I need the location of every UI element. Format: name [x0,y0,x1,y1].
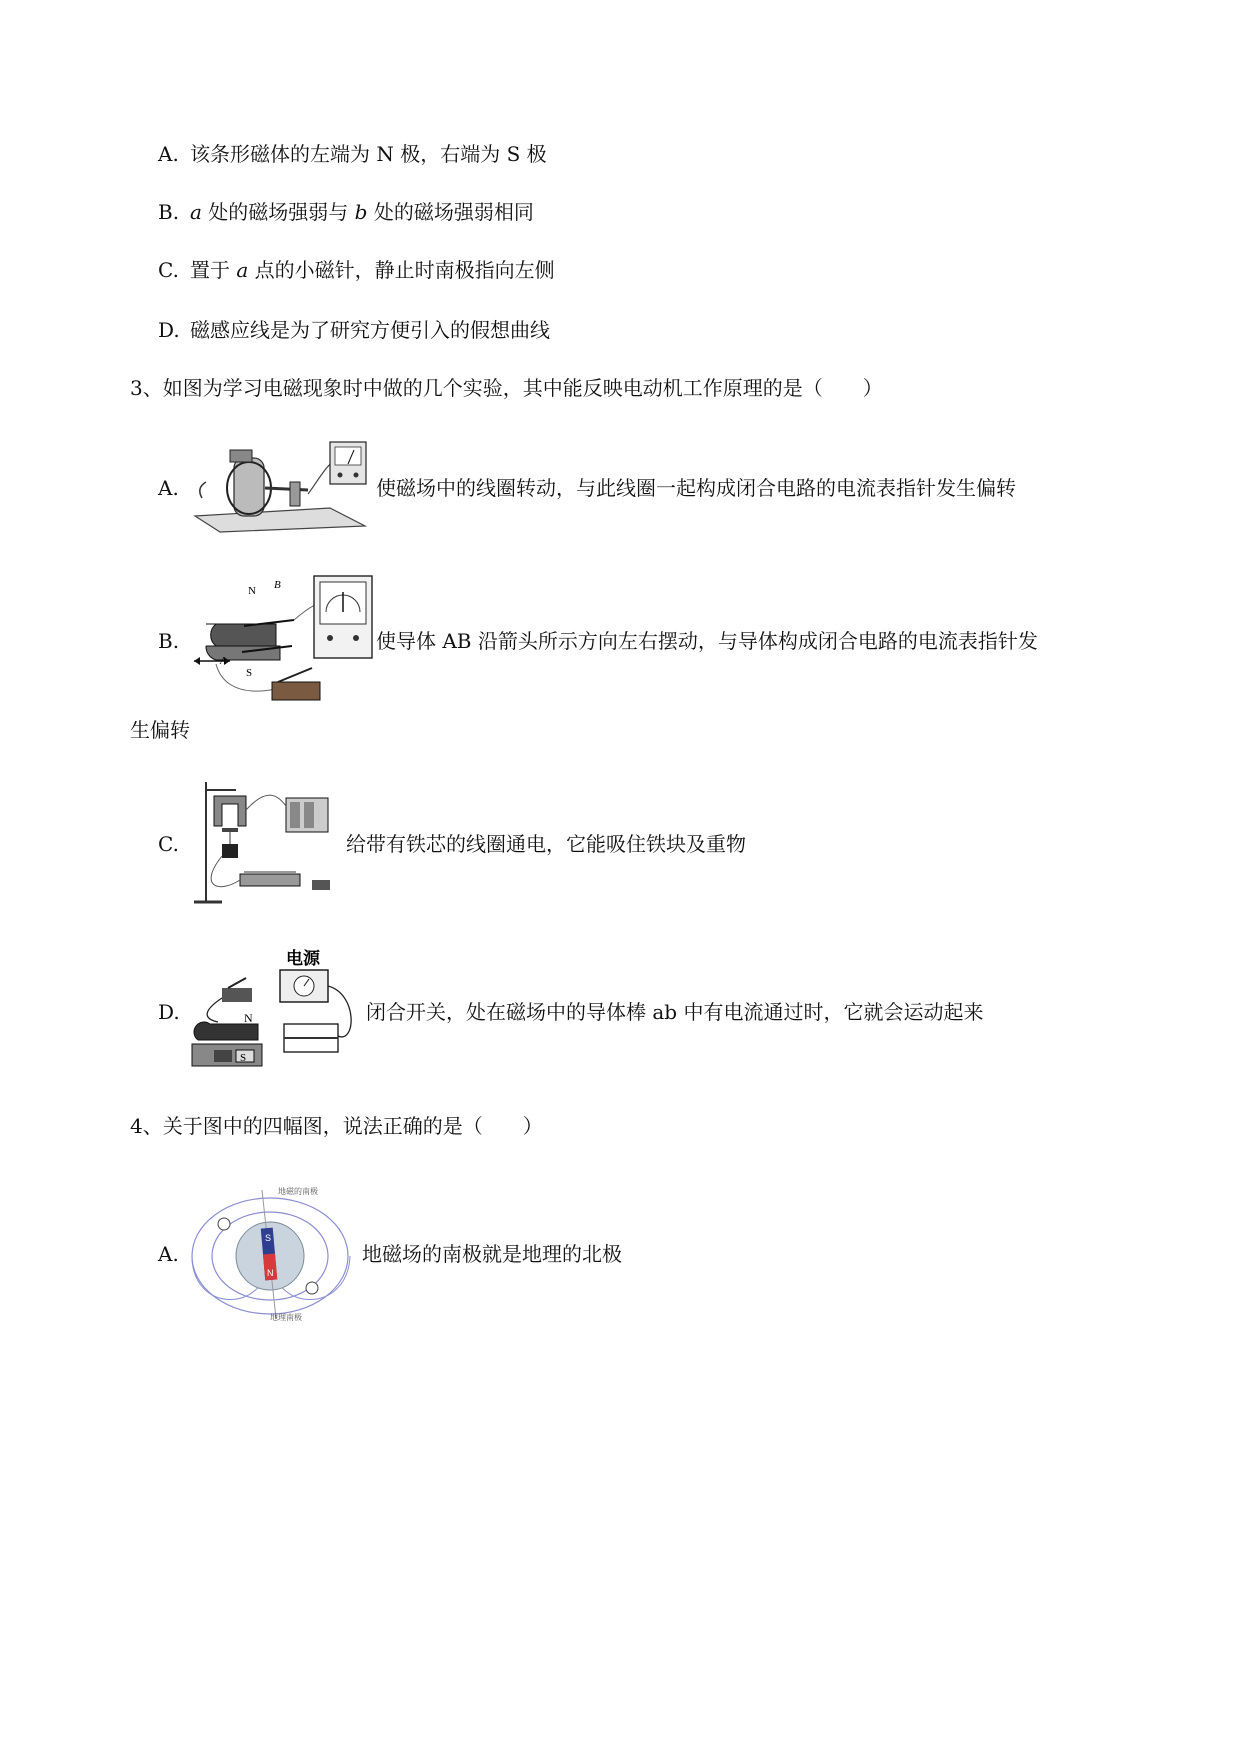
q3-option-d-text: 闭合开关，处在磁场中的导体棒 ab 中有电流通过时，它就会运动起来 [366,1000,984,1024]
earth-magnetic-field-figure [188,1184,354,1324]
q3-option-b-text-cont: 生偏转 [130,718,190,742]
q2-option-c [158,256,555,284]
option-text: 磁感应线是为了研究方便引入的假想曲线 [190,318,550,342]
q3-option-a-letter: A. [158,476,179,500]
q3-option-b-letter: B. [158,629,180,653]
q4-stem: 4、关于图中的四幅图，说法正确的是（ ） [130,1114,543,1138]
q3-stem: 3、如图为学习电磁现象时中做的几个实验，其中能反映电动机工作原理的是（ ） [130,376,883,400]
q3-option-b-text: 使导体 AB 沿箭头所示方向左右摆动，与导体构成闭合电路的电流表指针发 [376,629,1038,653]
label-s: S [246,667,253,679]
q2-option-d [158,316,550,344]
var-a: a [236,258,249,282]
option-text-mid: 处的磁场强弱与 [201,200,355,224]
option-text: 该条形磁体的左端为 N 极，右端为 S 极 [190,142,547,166]
q3-option-c-text: 给带有铁芯的线圈通电，它能吸住铁块及重物 [346,832,746,856]
label-a: A [220,656,227,667]
option-text: 点的小磁针，静止时南极指向左侧 [248,258,555,282]
label-b: B [274,579,281,591]
option-letter: C. [158,258,179,282]
var-b: b [354,200,368,224]
option-text-pre: 置于 [190,258,237,282]
label-n: N [267,1268,274,1278]
electromagnet-figure [188,776,336,910]
label-bottom: 地理南极 [270,1313,302,1322]
label-top: 地磁的南极 [278,1187,318,1196]
option-letter: D. [158,318,180,342]
option-letter: A. [158,142,179,166]
label-s: S [240,1052,247,1064]
option-text: 处的磁场强弱相同 [367,200,534,224]
option-letter: B. [158,200,180,224]
label-power: 电源 [286,949,320,969]
label-n: N [244,1011,253,1025]
label-s: S [265,1233,272,1243]
q4-option-a-text: 地磁场的南极就是地理的北极 [362,1242,622,1266]
q3-option-d-letter: D. [158,1000,180,1024]
q4-option-a-letter: A. [158,1242,179,1266]
var-a: a [190,200,202,224]
label-n: N [248,585,256,597]
induction-rod-figure [186,572,376,704]
q2-option-a [158,140,547,168]
motor-principle-figure [188,944,358,1074]
q3-option-a-text: 使磁场中的线圈转动，与此线圈一起构成闭合电路的电流表指针发生偏转 [376,476,1016,500]
q3-option-c-letter: C. [158,832,179,856]
generator-coil-figure [190,438,370,534]
q2-option-b [158,198,534,226]
